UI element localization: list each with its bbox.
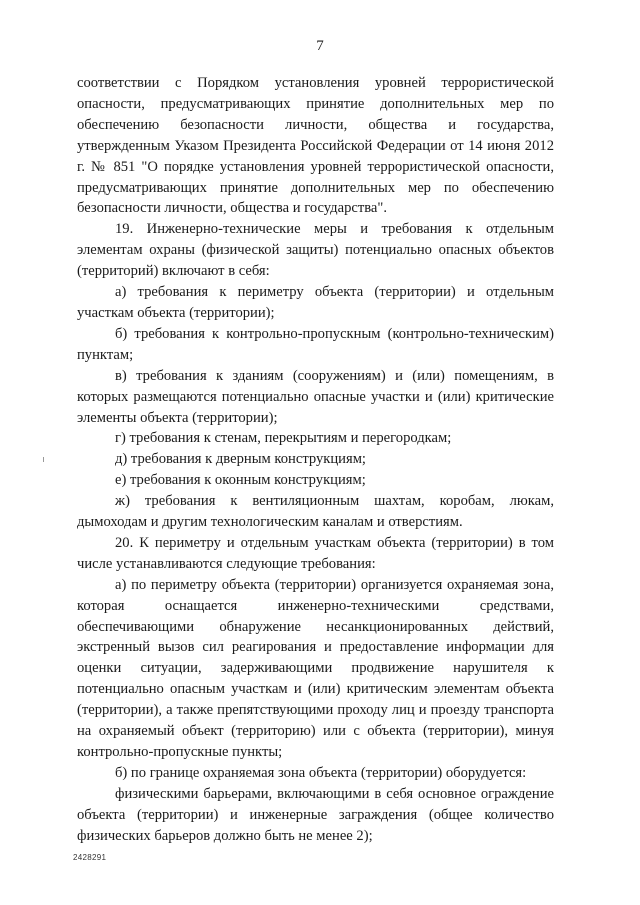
- footer-code: 2428291: [73, 853, 107, 862]
- paragraph-7: д) требования к дверным конструкциям;: [115, 451, 366, 468]
- paragraph-4: б) требования к контрольно-пропускным (контрольно-техническим) пунктам;: [77, 325, 554, 363]
- margin-mark: [43, 457, 44, 462]
- paragraph-2: 19. Инженерно-технические меры и требования к отдельным элементам охраны (физической защиты) потенциально опасных объектов (территорий) включают в себя:: [77, 221, 554, 280]
- paragraph-13: физическими барьерами, включающими в себя основное ограждение объекта (территории) и инженерные заграждения (общее количество физических барьеров должно быть не менее 2);: [77, 785, 554, 844]
- paragraph-3: а) требования к периметру объекта (территории) и отдельным участкам объекта (территории);: [77, 284, 554, 321]
- paragraph-9: ж) требования к вентиляционным шахтам, коробам, люкам, дымоходам и другим технологическим каналам и отверстиям.: [77, 493, 554, 531]
- paragraph-8: е) требования к оконным конструкциям;: [115, 472, 366, 489]
- paragraph-1: соответствии с Порядком установления уровней террористической опасности, предусматривающих принятие дополнительных мер по обеспечению безопасности личности, общества и государства, утвержденным Указом Президента Российской Федерации от 14 июня 2012 г. № 851 "О порядке установления уровней террористической опасности, предусматривающих принятие дополнительных мер по обеспечению безопасности личности, общества и государства".: [77, 75, 554, 217]
- paragraph-10: 20. К периметру и отдельным участкам объекта (территории) в том числе устанавливаются следующие требования:: [77, 534, 554, 572]
- paragraph-6: г) требования к стенам, перекрытиям и перегородкам;: [115, 430, 452, 447]
- paragraph-12: б) по границе охраняемая зона объекта (территории) оборудуется:: [115, 764, 527, 781]
- paragraph-5: в) требования к зданиям (сооружениям) и (или) помещениям, в которых размещаются потенциально опасные участки и (или) критические элементы объекта (территории);: [77, 367, 554, 426]
- paragraph-11: а) по периметру объекта (территории) организуется охраняемая зона, которая оснащается инженерно-техническими средствами, обеспечивающими обнаружение несанкционированных действий, экстренный вызов сил реагирования и предоставление информации для оценки ситуации, задерживающими продвижение нарушителя к потенциально опасным участкам и (или) критическим элементам объекта (территории), а также препятствующими проходу лиц и проезду транспорта на охраняемый объект (территорию) или с объекта (территории), минуя контрольно-пропускные пункты;: [77, 576, 554, 760]
- document-body: [77, 73, 554, 847]
- page-number: 7: [316, 38, 324, 54]
